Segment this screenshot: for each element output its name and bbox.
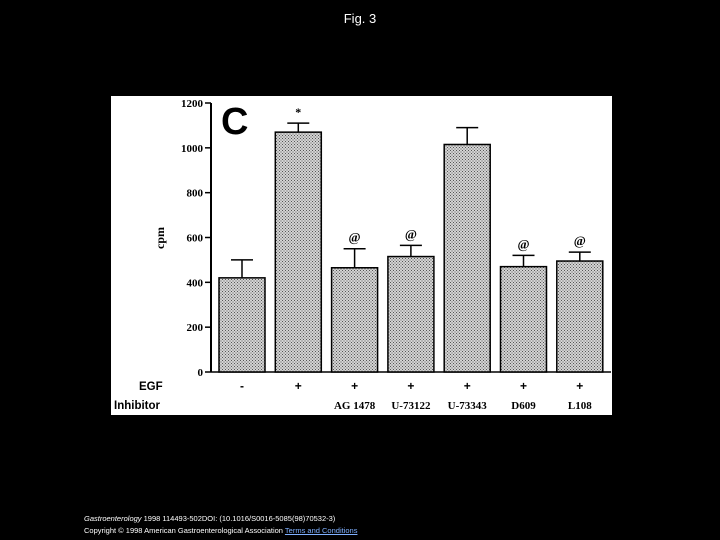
egf-label: + [463, 379, 471, 393]
inhibitor-label: L108 [567, 400, 592, 412]
figure-footer [84, 513, 357, 537]
y-tick-label: 1200 [181, 98, 203, 110]
egf-label: + [294, 379, 302, 393]
chart-figure [111, 96, 612, 415]
y-tick-label: 1000 [181, 142, 203, 155]
copyright-line [84, 525, 357, 537]
inhibitor-label: AG 1478 [333, 400, 376, 412]
y-tick-label: 400 [186, 277, 203, 290]
egf-label: + [351, 379, 359, 393]
significance-marker: @ [517, 236, 530, 252]
y-tick-label: 200 [186, 322, 203, 335]
bar-layer [219, 123, 603, 372]
journal-name: Gastroenterology [84, 514, 142, 523]
citation-line [84, 513, 357, 525]
figure-title: Fig. 3 [343, 11, 377, 26]
y-tick-label: 0 [197, 367, 203, 379]
y-tick-label: 800 [186, 187, 203, 200]
egf-label: + [576, 379, 584, 393]
egf-label: + [519, 379, 528, 393]
bar [388, 257, 434, 372]
significance-marker: @ [348, 229, 361, 245]
inhibitor-label: U-73122 [391, 400, 431, 412]
significance-marker: @ [573, 233, 586, 249]
significance-marker: * [295, 105, 302, 120]
y-tick-label: 600 [186, 232, 203, 245]
panel-label: C [221, 101, 249, 143]
egf-label: + [407, 379, 415, 393]
significance-marker: @ [404, 226, 417, 242]
row-label: EGF [139, 381, 163, 393]
bar [219, 278, 265, 372]
bar [332, 268, 378, 372]
terms-link[interactable]: Terms and Conditions [284, 526, 358, 535]
y-axis-label: cpm [153, 227, 167, 249]
inhibitor-label: U-73343 [447, 400, 487, 412]
inhibitor-label: D609 [511, 400, 536, 412]
row-label: Inhibitor [114, 400, 160, 412]
bar [444, 144, 490, 372]
bar-chart [111, 96, 612, 415]
bar [275, 132, 321, 372]
egf-label: - [240, 379, 244, 393]
citation-text: 1998 114493-502DOI: (10.1016/S0016-5085(98)70532-3) [141, 514, 336, 523]
copyright-text: Copyright © 1998 American Gastroenterological Association [84, 526, 285, 535]
bar [501, 267, 547, 372]
bar [557, 261, 603, 372]
